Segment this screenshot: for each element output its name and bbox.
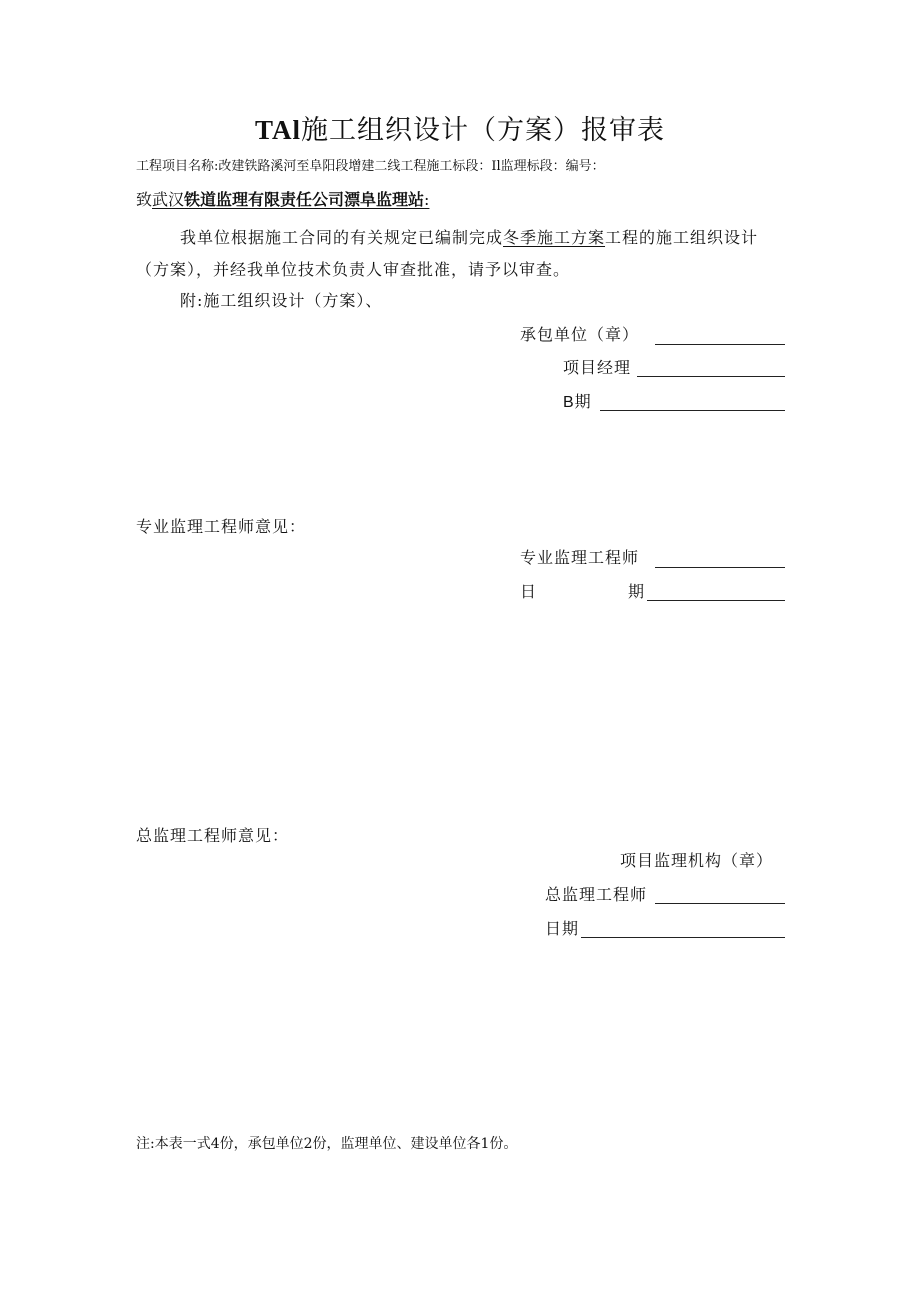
chief-opinion-label: 总监理工程师意见： xyxy=(136,826,290,845)
attachment-line: 附:施工组织设计（方案）、 xyxy=(180,291,383,310)
specialist-engineer-label: 专业监理工程师 xyxy=(520,548,640,567)
contractor-date-sign-line xyxy=(600,410,785,411)
project-manager-sign-line xyxy=(637,376,785,377)
chief-date-label: 日期 xyxy=(545,919,580,938)
form-code: TAl xyxy=(254,115,301,145)
addressee-name-plain: 武汉 xyxy=(152,190,185,209)
specialist-opinion-label: 专业监理工程师意见： xyxy=(136,517,307,536)
supervision-org-label: 项目监理机构（章） xyxy=(620,851,774,870)
specialist-date-label-day: 日 xyxy=(520,582,538,601)
project-name-fill: 冬季施工方案 xyxy=(503,228,606,247)
chief-date-sign-line xyxy=(581,937,785,938)
addressee-suffix: : xyxy=(424,190,430,209)
addressee-prefix: 致 xyxy=(136,190,153,209)
form-title-text: 施工组织设计（方案）报审表 xyxy=(301,115,665,146)
footnote: 注:本表一式4份，承包单位2份，监理单位、建设单位各1份。 xyxy=(136,1136,518,1152)
page-title xyxy=(0,112,920,149)
project-info-line: 工程项目名称:改建铁路溪河至阜阳段增建二线工程施工标段：Il监理标段：编号： xyxy=(136,159,605,174)
body-text-after: 工程的施工组织设计（方案），并经我单位技术负责人审查批准，请予以审查。 xyxy=(136,228,759,279)
chief-engineer-label: 总监理工程师 xyxy=(545,885,648,904)
specialist-date-sign-line xyxy=(647,600,785,601)
addressee-name-bold: 铁道监理有限责任公司漂阜监理站 xyxy=(184,190,425,209)
body-paragraph xyxy=(136,222,788,286)
specialist-date-label-period: 期 xyxy=(628,582,646,601)
addressee-name xyxy=(152,190,429,209)
body-text-before: 我单位根据施工合同的有关规定已编制完成 xyxy=(180,228,504,247)
contractor-unit-sign-line xyxy=(655,344,785,345)
project-manager-label: 项目经理 xyxy=(563,358,632,377)
contractor-unit-label: 承包单位（章） xyxy=(520,325,640,344)
specialist-engineer-sign-line xyxy=(655,567,785,568)
contractor-date-label: B期 xyxy=(563,394,592,411)
chief-engineer-sign-line xyxy=(655,903,785,904)
addressee-line xyxy=(136,189,429,211)
